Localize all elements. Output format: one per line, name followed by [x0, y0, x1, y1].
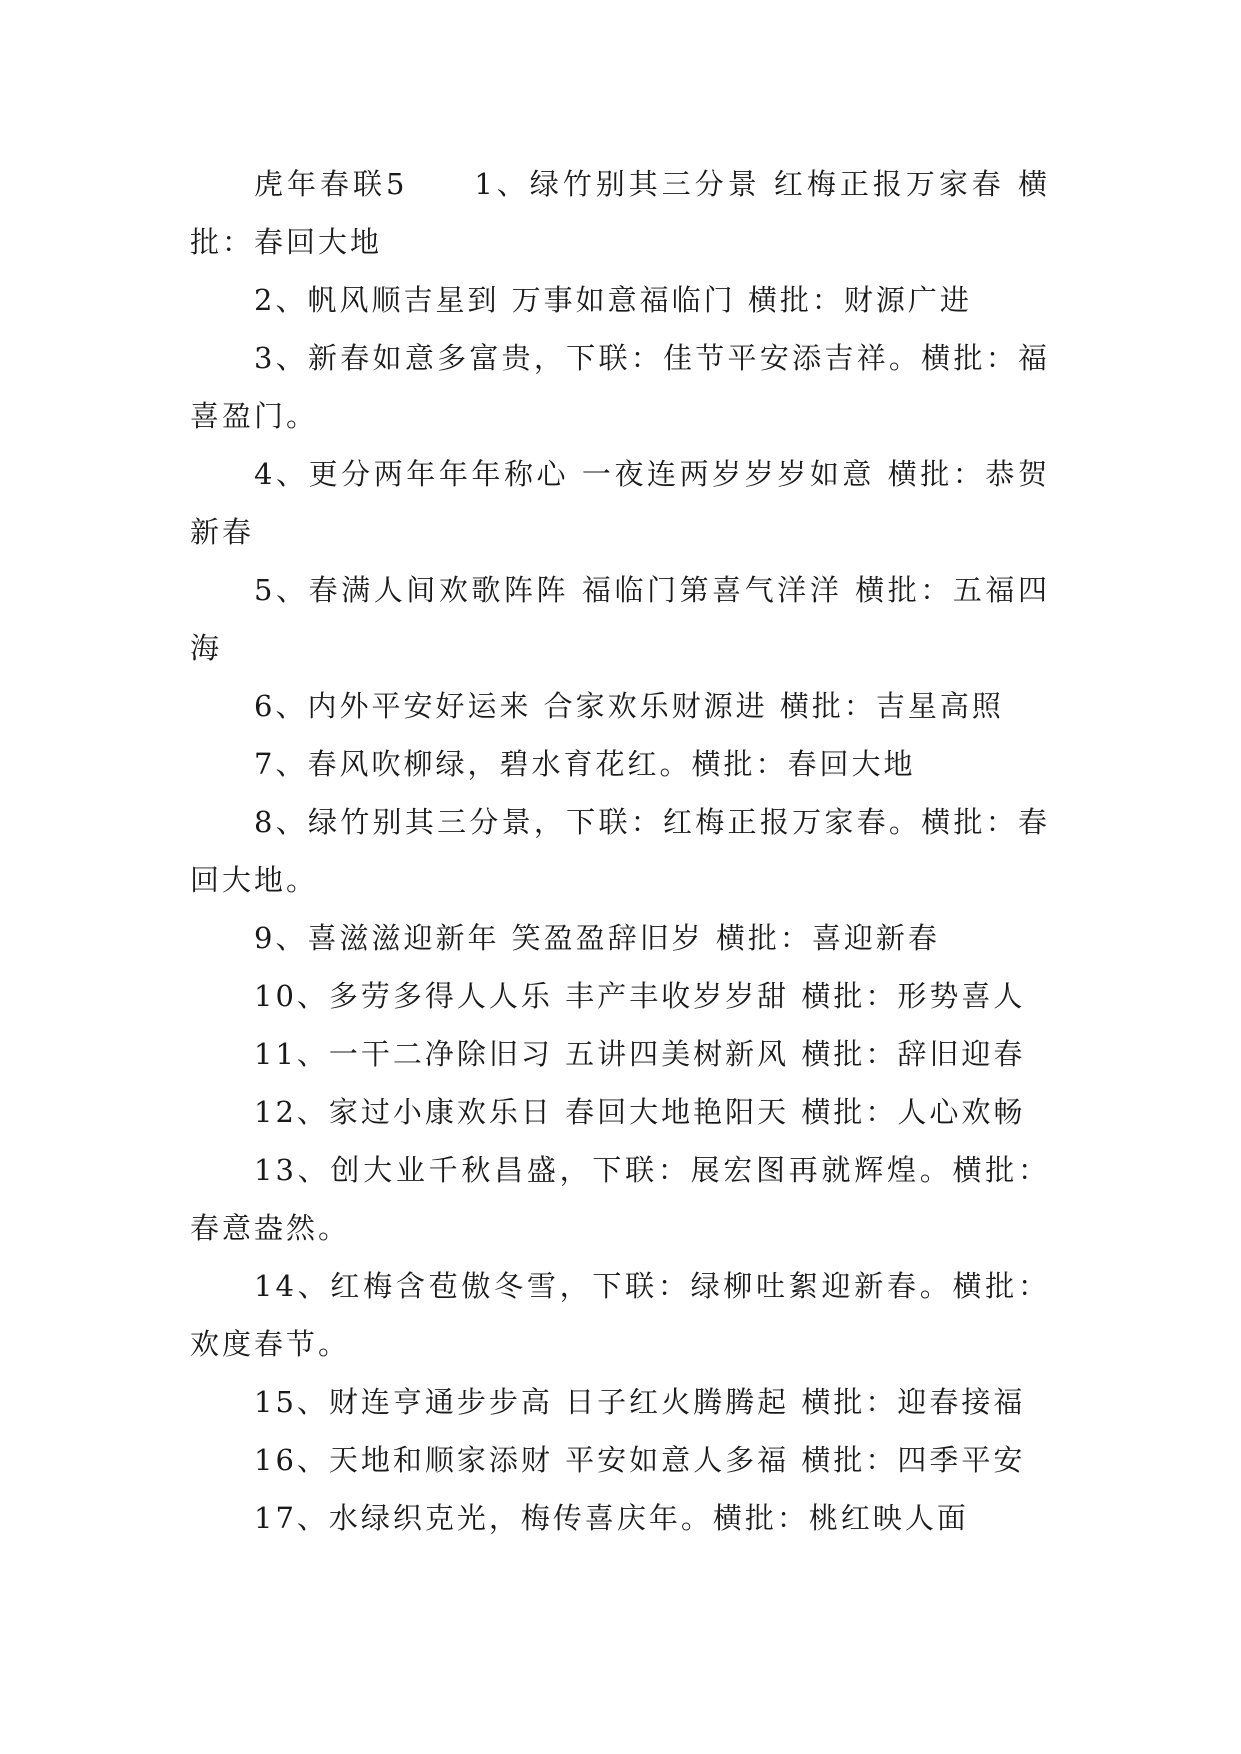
paragraph-8: 8、绿竹别其三分景，下联：红梅正报万家春。横批：春回大地。: [190, 805, 1050, 897]
paragraph-11: 11、一干二净除旧习 五讲四美树新风 横批：辞旧迎春: [254, 1037, 1026, 1071]
paragraph-12: 12、家过小康欢乐日 春回大地艳阳天 横批：人心欢畅: [254, 1095, 1026, 1129]
paragraph-7: 7、春风吹柳绿，碧水育花红。横批：春回大地: [254, 747, 916, 781]
paragraph-10: 10、多劳多得人人乐 丰产丰收岁岁甜 横批：形势喜人: [254, 979, 1026, 1013]
paragraph-6: 6、内外平安好运来 合家欢乐财源进 横批：吉星高照: [254, 689, 1004, 723]
paragraph-9: 9、喜滋滋迎新年 笑盈盈辞旧岁 横批：喜迎新春: [254, 921, 940, 955]
paragraph-1: 虎年春联5 1、绿竹别其三分景 红梅正报万家春 横批：春回大地: [190, 167, 1050, 259]
paragraph-5: 5、春满人间欢歌阵阵 福临门第喜气洋洋 横批：五福四海: [190, 573, 1050, 665]
paragraph-4: 4、更分两年年年称心 一夜连两岁岁岁如意 横批：恭贺新春: [190, 457, 1050, 549]
paragraph-15: 15、财连亨通步步高 日子红火腾腾起 横批：迎春接福: [254, 1385, 1026, 1419]
couplet-list: [190, 155, 1050, 1547]
paragraph-2: 2、帆风顺吉星到 万事如意福临门 横批：财源广进: [254, 283, 972, 317]
paragraph-14: 14、红梅含苞傲冬雪，下联：绿柳吐絮迎新春。横批：欢度春节。: [190, 1269, 1050, 1361]
paragraph-16: 16、天地和顺家添财 平安如意人多福 横批：四季平安: [254, 1443, 1026, 1477]
paragraph-3: 3、新春如意多富贵，下联：佳节平安添吉祥。横批：福喜盈门。: [190, 341, 1050, 433]
paragraph-17: 17、水绿织克光，梅传喜庆年。横批：桃红映人面: [254, 1501, 969, 1535]
paragraph-13: 13、创大业千秋昌盛，下联：展宏图再就辉煌。横批：春意盎然。: [190, 1153, 1050, 1245]
